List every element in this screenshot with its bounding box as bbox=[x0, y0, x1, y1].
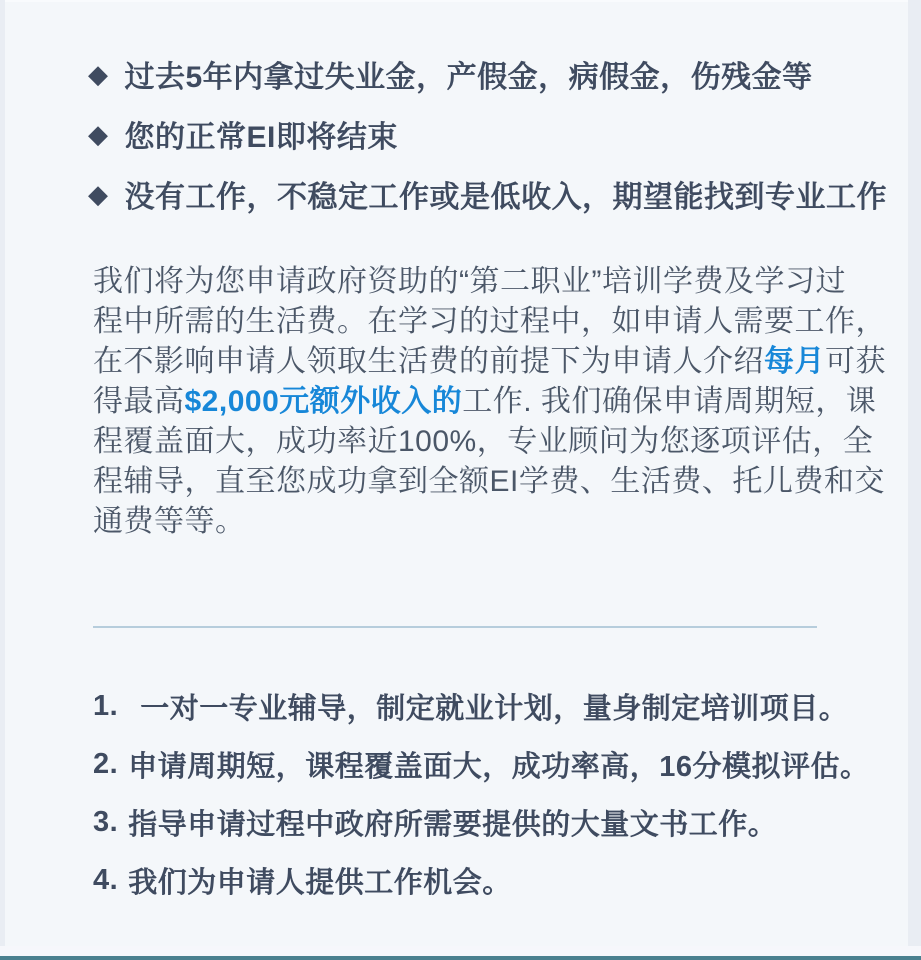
bullet-item bbox=[88, 114, 842, 154]
paragraph-line bbox=[93, 262, 846, 302]
bottom-accent-bar bbox=[0, 956, 921, 960]
paragraph-line bbox=[93, 462, 885, 502]
bottom-light-strip bbox=[0, 946, 921, 956]
content-area bbox=[88, 54, 887, 918]
list-item-number: 1. bbox=[93, 689, 119, 722]
paragraph-line bbox=[93, 502, 842, 542]
numbered-list bbox=[93, 686, 870, 900]
bullet-item bbox=[88, 54, 842, 94]
paragraph-text: 可获 bbox=[825, 345, 886, 378]
paragraph-text: 程中所需的生活费。在学习的过程中，如申请人需要工作， bbox=[93, 305, 886, 338]
paragraph-text: 得最高 bbox=[93, 385, 185, 418]
intro-paragraph bbox=[93, 262, 886, 542]
numbered-list-item bbox=[93, 802, 842, 842]
highlighted-text: 每月 bbox=[764, 345, 825, 378]
paragraph-line bbox=[93, 302, 886, 342]
section-divider bbox=[93, 626, 817, 628]
diamond-icon: ◆ bbox=[88, 118, 109, 149]
bullet-list bbox=[88, 54, 887, 214]
paragraph-text: 我们将为您申请政府资助的“第二职业”培训学费及学习过 bbox=[93, 265, 846, 298]
list-item-label: 一对一专业辅导，制定就业计划，量身制定培训项目。 bbox=[140, 692, 849, 725]
paragraph-text: 程覆盖面大，成功率近100%，专业顾问为您逐项评估，全 bbox=[93, 425, 874, 458]
list-item-number: 3. bbox=[93, 805, 119, 838]
bullet-item-label: 过去5年内拿过失业金，产假金，病假金，伤残金等 bbox=[124, 61, 813, 94]
list-item-number: 4. bbox=[93, 863, 119, 896]
bullet-item bbox=[88, 174, 887, 214]
paragraph-line bbox=[93, 382, 877, 422]
paragraph-text: 工作. 我们确保申请周期短，课 bbox=[462, 385, 877, 418]
bullet-item-label: 没有工作，不稳定工作或是低收入，期望能找到专业工作 bbox=[124, 181, 887, 214]
diamond-icon: ◆ bbox=[88, 58, 109, 89]
paragraph-line bbox=[93, 422, 874, 462]
bullet-item-label: 您的正常EI即将结束 bbox=[124, 121, 398, 154]
numbered-list-item bbox=[93, 860, 842, 900]
paragraph-text: 在不影响申请人领取生活费的前提下为申请人介绍 bbox=[93, 345, 764, 378]
list-item-label: 我们为申请人提供工作机会。 bbox=[128, 866, 512, 899]
list-item-label: 指导申请过程中政府所需要提供的大量文书工作。 bbox=[128, 808, 778, 841]
numbered-list-item bbox=[93, 744, 870, 784]
paragraph-line bbox=[93, 342, 886, 382]
page-card bbox=[5, 0, 908, 946]
paragraph-text: 程辅导，直至您成功拿到全额EI学费、生活费、托儿费和交 bbox=[93, 465, 885, 498]
list-item-number: 2. bbox=[93, 747, 119, 780]
paragraph-text: 通费等等。 bbox=[93, 505, 246, 538]
highlighted-text: $2,000元额外收入的 bbox=[184, 385, 463, 418]
list-item-label: 申请周期短，课程覆盖面大，成功率高，16分模拟评估。 bbox=[128, 750, 870, 783]
numbered-list-item bbox=[93, 686, 849, 726]
diamond-icon: ◆ bbox=[88, 178, 109, 209]
